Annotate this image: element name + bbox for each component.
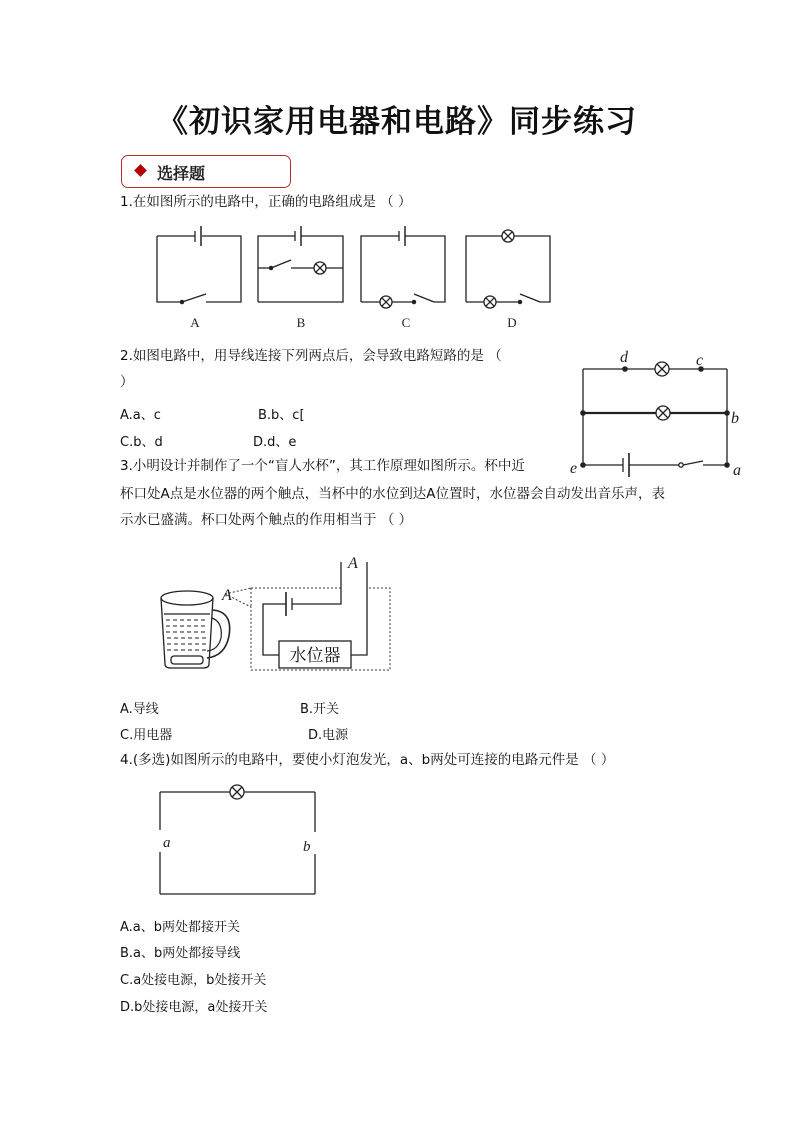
question-4-circuit [150,780,330,902]
q3-option-c: C.用电器 [120,728,173,743]
question-2-text: 2.如图电路中，用导线连接下列两点后，会导致电路短路的是 （ [120,348,502,364]
question-2-text-cont: ） [120,374,134,390]
q4-option-d: D.b处接电源，a处接开关 [120,1000,268,1015]
circuit-c-label: C [401,315,411,330]
question-3-line-1: 3.小明设计并制作了一个“盲人水杯”，其工作原理如图所示。杯中近 [120,458,525,474]
circuit-c-figure [361,226,445,308]
q4-point-b-label: b [303,839,311,855]
q2-option-b: B.b、c[ [258,408,305,423]
point-e-label: e [570,460,578,477]
question-1-circuits [150,222,560,334]
water-level-device-label: 水位器 [289,646,341,666]
question-3-cup-figure [155,552,400,677]
point-d-label: d [620,349,628,366]
q4-point-a-label: a [163,835,171,851]
question-3-line-3: 示水已盛满。杯口处两个触点的作用相当于 （ ） [120,512,413,528]
section-header-box [121,155,291,188]
q4-option-b: B.a、b两处都接导线 [120,946,241,961]
question-3-line-2: 杯口处A点是水位器的两个触点，当杯中的水位到达A位置时，水位器会自动发出音乐声，表 [120,486,665,502]
contact-point-a-label: A [348,555,358,572]
section-label: 选择题 [157,164,206,183]
q2-option-d: D.d、e [253,435,297,450]
q2-option-c: C.b、d [120,435,163,450]
q4-option-c: C.a处接电源，b处接开关 [120,973,267,988]
point-a-label: a [733,462,741,479]
question-2-circuit [565,345,755,480]
point-c-label: c [696,352,704,369]
q2-option-a: A.a、c [120,408,161,423]
q3-option-a: A.导线 [120,702,159,717]
circuit-a-label: A [190,315,200,330]
circuit-d-figure [466,230,550,308]
circuit-a-figure [157,226,241,304]
q3-option-d: D.电源 [308,728,349,743]
cup-point-a-label: A [222,587,232,604]
circuit-b-label: B [296,315,306,330]
point-b-label: b [731,410,739,427]
q4-option-a: A.a、b两处都接开关 [120,920,241,935]
page-title: 《初识家用电器和电路》同步练习 [157,104,637,140]
circuit-b-figure [258,226,343,302]
question-1-text: 1.在如图所示的电路中，正确的电路组成是 （ ） [120,194,412,210]
q3-option-b: B.开关 [300,702,340,717]
cup-figure [161,591,230,668]
question-4-text: 4.(多选)如图所示的电路中，要使小灯泡发光，a、b两处可连接的电路元件是 （ ） [120,752,615,768]
circuit-d-label: D [507,315,517,330]
